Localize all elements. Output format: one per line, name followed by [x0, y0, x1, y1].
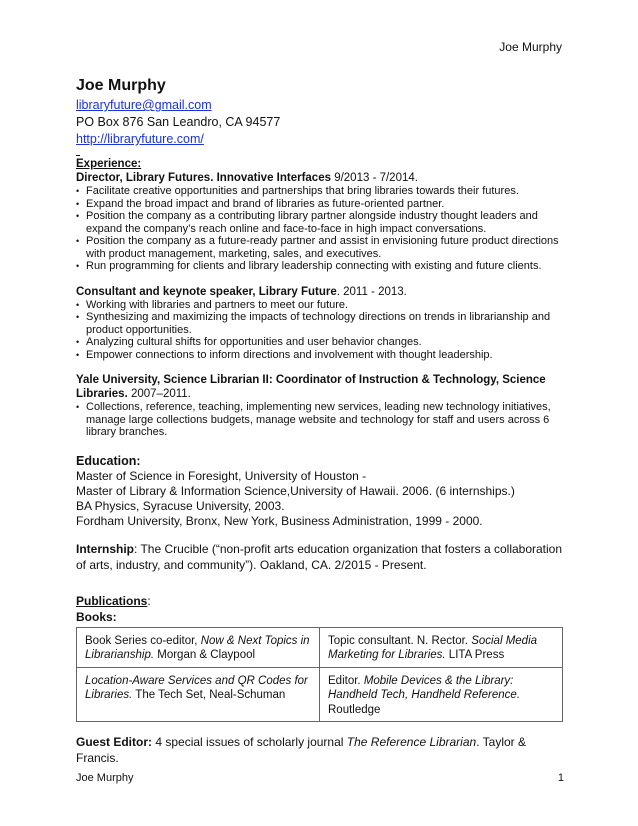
guest-editor-line: Guest Editor: 4 special issues of scholarly journal The Reference Librarian. Taylor & Francis.: [76, 735, 526, 765]
table-row: [77, 667, 563, 722]
publications-heading: Publications:: [76, 593, 151, 608]
postal-address: PO Box 876 San Leandro, CA 94577: [76, 115, 281, 129]
list-item: • Synthesizing and maximizing the impacts of technology directions on trends in librarianship and product opportunities.: [76, 311, 564, 336]
education-line: Master of Science in Foresight, University of Houston -: [76, 468, 367, 483]
list-item: • Run programming for clients and library leadership connecting with existing and future clients.: [76, 260, 564, 273]
internship-paragraph: Internship: The Crucible (“non-profit arts education organization that fosters a collaboration of arts, industry, and community”). Oakland, CA. 2/2015 - Present.: [76, 541, 563, 572]
page-number: 1: [557, 772, 564, 784]
education-line: Master of Library & Information Science,University of Hawaii. 2006. (6 internships.): [76, 483, 515, 498]
books-heading: Books:: [76, 609, 117, 624]
job-title-3: Yale University, Science Librarian II: Coordinator of Instruction & Technology, Science Libraries. 2007–2011.: [76, 374, 546, 400]
list-item: • Working with libraries and partners to meet our future.: [76, 299, 564, 312]
footer-name: Joe Murphy: [76, 772, 134, 784]
list-item: • Facilitate creative opportunities and partnerships that bring libraries towards their futures.: [76, 185, 564, 198]
education-heading: Education:: [76, 453, 141, 468]
job-2-bullets: [76, 299, 564, 362]
job-3-bullets: [76, 401, 564, 439]
list-item: • Collections, reference, teaching, implementing new services, leading new technology initiatives, manage large collections budgets, manage website and technology for staff and users across 6 library branches.: [76, 401, 564, 439]
list-item: • Empower connections to inform directions and involvement with thought leadership.: [76, 349, 564, 362]
table-cell: Book Series co-editor, Now & Next Topics in Librarianship. Morgan & Claypool: [77, 627, 320, 667]
table-row: [77, 627, 563, 667]
job-1-bullets: [76, 185, 564, 273]
website-link[interactable]: http://libraryfuture.com/: [76, 132, 204, 146]
table-cell: Topic consultant. N. Rector. Social Media Marketing for Libraries. LITA Press: [320, 627, 563, 667]
underline-mark: [76, 148, 80, 156]
candidate-name: Joe Murphy: [76, 77, 166, 94]
education-line: BA Physics, Syracuse University, 2003.: [76, 498, 285, 513]
education-line: Fordham University, Bronx, New York, Business Administration, 1999 - 2000.: [76, 513, 483, 528]
list-item: • Position the company as a future-ready partner and assist in envisioning future product directions with product management, marketing, sales, and executives.: [76, 235, 564, 260]
email-link[interactable]: libraryfuture@gmail.com: [76, 98, 212, 112]
books-table: [76, 627, 563, 723]
job-title-2: Consultant and keynote speaker, Library Future. 2011 - 2013.: [76, 285, 407, 298]
list-item: • Analyzing cultural shifts for opportunities and user behavior changes.: [76, 336, 564, 349]
resume-content: [76, 76, 564, 766]
list-item: • Position the company as a contributing library partner alongside industry thought leaders and expand the company’s reach online and face-to-face in high impact conversations.: [76, 210, 564, 235]
job-title-1: Director, Library Futures. Innovative Interfaces 9/2013 - 7/2014.: [76, 172, 418, 184]
running-header: Joe Murphy: [499, 40, 562, 54]
table-cell: Location-Aware Services and QR Codes for Libraries. The Tech Set, Neal-Schuman: [77, 667, 320, 722]
list-item: • Expand the broad impact and brand of libraries as future-oriented partner.: [76, 198, 564, 211]
table-cell: Editor. Mobile Devices & the Library: Handheld Tech, Handheld Reference. Routledge: [320, 667, 563, 722]
experience-heading: Experience:: [76, 158, 142, 170]
